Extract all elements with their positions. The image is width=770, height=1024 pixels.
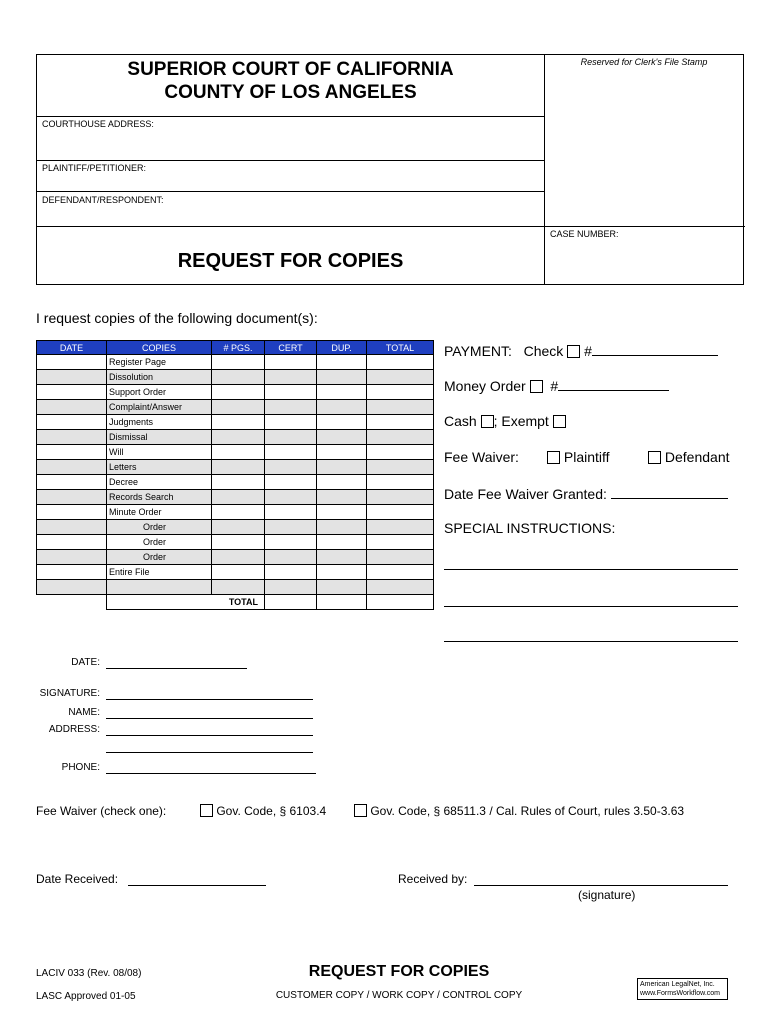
table-row [37, 385, 434, 400]
entry-cell[interactable] [317, 550, 367, 565]
col-header-copies: COPIES [107, 341, 212, 355]
col-header-pages: # PGS. [212, 341, 265, 355]
col-header-date: DATE [37, 341, 107, 355]
entry-cell[interactable] [265, 355, 317, 370]
court-name [36, 58, 545, 104]
fee-waiver-row [444, 449, 744, 465]
col-header-total: TOTAL [367, 341, 434, 355]
address-field-1[interactable] [106, 734, 313, 736]
check-checkbox[interactable] [567, 345, 580, 358]
document-type-cell [107, 580, 212, 595]
entry-cell[interactable] [37, 385, 107, 400]
col-header-dup: DUP. [317, 341, 367, 355]
entry-cell[interactable] [212, 505, 265, 520]
entry-cell[interactable] [212, 490, 265, 505]
entry-cell[interactable] [37, 370, 107, 385]
defendant-label: DEFENDANT/RESPONDENT: [42, 195, 164, 205]
received-by-label: Received by: [398, 872, 468, 886]
payment-label: PAYMENT: [444, 343, 512, 359]
money-order-label: Money Order [444, 378, 526, 394]
table-row [37, 565, 434, 580]
entry-cell[interactable] [212, 400, 265, 415]
table-row [37, 475, 434, 490]
entry-cell[interactable] [212, 550, 265, 565]
table-row [37, 505, 434, 520]
entry-cell[interactable] [367, 445, 434, 460]
col-header-cert: CERT [265, 341, 317, 355]
special-instructions-label: SPECIAL INSTRUCTIONS: [444, 520, 616, 536]
entry-cell[interactable] [317, 580, 367, 595]
date-field[interactable] [106, 667, 247, 669]
special-instructions-line-1[interactable] [444, 568, 738, 570]
gov-code-6103-label: Gov. Code, § 6103.4 [216, 804, 327, 818]
document-type-cell: Complaint/Answer [107, 400, 212, 415]
table-row [37, 400, 434, 415]
fee-waiver-check-row [36, 804, 756, 818]
document-type-cell: Will [107, 445, 212, 460]
entry-cell[interactable] [37, 490, 107, 505]
entry-cell[interactable] [265, 445, 317, 460]
entry-cell[interactable] [212, 580, 265, 595]
check-number-field[interactable] [592, 342, 718, 356]
copy-distribution: CUSTOMER COPY / WORK COPY / CONTROL COPY [275, 990, 523, 1001]
gov-code-68511-label: Gov. Code, § 68511.3 / Cal. Rules of Court, rules 3.50-3.63 [370, 804, 685, 818]
entry-cell[interactable] [265, 370, 317, 385]
entry-cell[interactable] [265, 550, 317, 565]
fee-waiver-defendant-label: Defendant [664, 449, 730, 465]
payment-row [444, 342, 718, 359]
received-by-field[interactable] [474, 884, 728, 886]
money-order-number-label: # [550, 378, 559, 394]
entry-cell[interactable] [212, 445, 265, 460]
entry-cell[interactable] [265, 520, 317, 535]
table-row [37, 490, 434, 505]
check-label: Check [523, 343, 564, 359]
entry-cell[interactable] [37, 535, 107, 550]
cash-label: Cash [444, 413, 477, 429]
courthouse-address-label: COURTHOUSE ADDRESS: [42, 119, 154, 129]
divider [36, 115, 545, 117]
form-title: REQUEST FOR COPIES [177, 250, 404, 272]
date-fee-waiver-field[interactable] [611, 485, 728, 499]
entry-cell[interactable] [37, 400, 107, 415]
fee-waiver-defendant-checkbox[interactable] [648, 451, 661, 464]
entry-cell[interactable] [265, 490, 317, 505]
date-fee-waiver-label: Date Fee Waiver Granted: [444, 486, 607, 502]
total-cell[interactable] [265, 595, 317, 610]
divider [36, 225, 745, 227]
exempt-label: ; Exempt [493, 413, 549, 429]
table-row [37, 370, 434, 385]
entry-cell[interactable] [265, 400, 317, 415]
exempt-checkbox[interactable] [553, 415, 566, 428]
table-row [37, 355, 434, 370]
table-row [37, 415, 434, 430]
entry-cell[interactable] [367, 475, 434, 490]
court-line-2: COUNTY OF LOS ANGELES [164, 82, 417, 103]
case-number-label: CASE NUMBER: [550, 229, 619, 239]
entry-cell[interactable] [37, 565, 107, 580]
fee-waiver-plaintiff-checkbox[interactable] [547, 451, 560, 464]
entry-cell[interactable] [367, 355, 434, 370]
entry-cell[interactable] [212, 520, 265, 535]
entry-cell[interactable] [367, 385, 434, 400]
entry-cell[interactable] [37, 475, 107, 490]
table-row [37, 445, 434, 460]
date-received-field[interactable] [128, 884, 266, 886]
publisher-url: www.FormsWorkflow.com [640, 990, 720, 997]
document-type-cell: Dismissal [107, 430, 212, 445]
phone-label: PHONE: [61, 762, 100, 773]
entry-cell[interactable] [367, 565, 434, 580]
entry-cell[interactable] [37, 580, 107, 595]
date-fee-waiver-row [444, 485, 728, 502]
entry-cell[interactable] [212, 370, 265, 385]
entry-cell[interactable] [317, 535, 367, 550]
entry-cell[interactable] [367, 415, 434, 430]
plaintiff-label: PLAINTIFF/PETITIONER: [42, 163, 147, 173]
entry-cell[interactable] [317, 475, 367, 490]
entry-cell[interactable] [37, 520, 107, 535]
special-instructions-line-2[interactable] [444, 605, 738, 607]
gov-code-6103-checkbox[interactable] [200, 804, 213, 817]
total-spacer [37, 595, 107, 610]
document-type-cell: Register Page [107, 355, 212, 370]
name-label: NAME: [68, 707, 100, 718]
entry-cell[interactable] [37, 550, 107, 565]
entry-cell[interactable] [212, 460, 265, 475]
entry-cell[interactable] [37, 355, 107, 370]
entry-cell[interactable] [265, 430, 317, 445]
court-line-1: SUPERIOR COURT OF CALIFORNIA [127, 59, 454, 80]
entry-cell[interactable] [212, 430, 265, 445]
entry-cell[interactable] [317, 355, 367, 370]
intro-text: I request copies of the following document(s): [36, 310, 318, 326]
total-cell[interactable] [317, 595, 367, 610]
table-row [37, 430, 434, 445]
entry-cell[interactable] [37, 415, 107, 430]
document-type-cell: Support Order [107, 385, 212, 400]
entry-cell[interactable] [317, 565, 367, 580]
entry-cell[interactable] [317, 445, 367, 460]
entry-cell[interactable] [212, 475, 265, 490]
publisher-box [637, 978, 728, 1000]
document-type-cell: Judgments [107, 415, 212, 430]
entry-cell[interactable] [265, 565, 317, 580]
entry-cell[interactable] [212, 415, 265, 430]
table-row [37, 520, 434, 535]
documents-table [36, 340, 434, 610]
special-instructions-line-3[interactable] [444, 640, 738, 642]
clerk-stamp-box [544, 54, 744, 285]
entry-cell[interactable] [37, 430, 107, 445]
money-order-checkbox[interactable] [530, 380, 543, 393]
entry-cell[interactable] [317, 490, 367, 505]
entry-cell[interactable] [317, 370, 367, 385]
entry-cell[interactable] [317, 385, 367, 400]
entry-cell[interactable] [37, 460, 107, 475]
entry-cell[interactable] [265, 475, 317, 490]
document-type-cell: Dissolution [107, 370, 212, 385]
entry-cell[interactable] [265, 580, 317, 595]
footer-title: REQUEST FOR COPIES [308, 963, 490, 980]
entry-cell[interactable] [265, 535, 317, 550]
approval-note: LASC Approved 01-05 [36, 991, 136, 1002]
entry-cell[interactable] [367, 505, 434, 520]
entry-cell[interactable] [367, 520, 434, 535]
address-field-2[interactable] [106, 751, 313, 753]
document-type-cell: Minute Order [107, 505, 212, 520]
signature-label: SIGNATURE: [39, 688, 100, 699]
entry-cell[interactable] [265, 415, 317, 430]
address-label: ADDRESS: [48, 724, 100, 735]
document-type-cell: Order [107, 535, 212, 550]
fee-waiver-label: Fee Waiver: [444, 449, 519, 465]
entry-cell[interactable] [317, 505, 367, 520]
entry-cell[interactable] [367, 550, 434, 565]
entry-cell[interactable] [212, 385, 265, 400]
document-type-cell: Entire File [107, 565, 212, 580]
divider [36, 190, 545, 192]
cash-row [444, 413, 566, 429]
entry-cell[interactable] [367, 460, 434, 475]
check-number-label: # [584, 343, 592, 359]
entry-cell[interactable] [212, 355, 265, 370]
entry-cell[interactable] [212, 565, 265, 580]
money-order-row [444, 377, 669, 394]
entry-cell[interactable] [367, 400, 434, 415]
date-received-label: Date Received: [36, 872, 119, 886]
entry-cell[interactable] [317, 400, 367, 415]
gov-code-68511-checkbox[interactable] [354, 804, 367, 817]
table-row [37, 580, 434, 595]
entry-cell[interactable] [317, 520, 367, 535]
entry-cell[interactable] [367, 535, 434, 550]
entry-cell[interactable] [317, 430, 367, 445]
entry-cell[interactable] [367, 430, 434, 445]
divider [36, 159, 545, 161]
entry-cell[interactable] [367, 370, 434, 385]
table-row [37, 550, 434, 565]
form-id: LACIV 033 (Rev. 08/08) [36, 968, 142, 979]
entry-cell[interactable] [265, 385, 317, 400]
name-field[interactable] [106, 717, 313, 719]
total-cell[interactable] [367, 595, 434, 610]
money-order-number-field[interactable] [558, 377, 669, 391]
clerk-stamp-label: Reserved for Clerk's File Stamp [580, 57, 708, 67]
document-type-cell: Decree [107, 475, 212, 490]
table-row [37, 460, 434, 475]
document-type-cell: Letters [107, 460, 212, 475]
date-label: DATE: [71, 657, 100, 668]
entry-cell[interactable] [317, 460, 367, 475]
document-type-cell: Order [107, 520, 212, 535]
fee-waiver-check-label: Fee Waiver (check one): [36, 804, 167, 818]
entry-cell[interactable] [367, 490, 434, 505]
table-row [37, 535, 434, 550]
entry-cell[interactable] [37, 505, 107, 520]
entry-cell[interactable] [367, 580, 434, 595]
fee-waiver-plaintiff-label: Plaintiff [563, 449, 610, 465]
document-type-cell: Order [107, 550, 212, 565]
publisher-name: American LegalNet, Inc. [640, 981, 715, 988]
signature-field[interactable] [106, 698, 313, 700]
entry-cell[interactable] [265, 460, 317, 475]
entry-cell[interactable] [317, 415, 367, 430]
entry-cell[interactable] [212, 535, 265, 550]
document-type-cell: Records Search [107, 490, 212, 505]
cash-checkbox[interactable] [481, 415, 494, 428]
entry-cell[interactable] [265, 505, 317, 520]
signature-note: (signature) [578, 888, 636, 902]
total-label: TOTAL [107, 595, 265, 610]
entry-cell[interactable] [37, 445, 107, 460]
phone-field[interactable] [106, 772, 316, 774]
